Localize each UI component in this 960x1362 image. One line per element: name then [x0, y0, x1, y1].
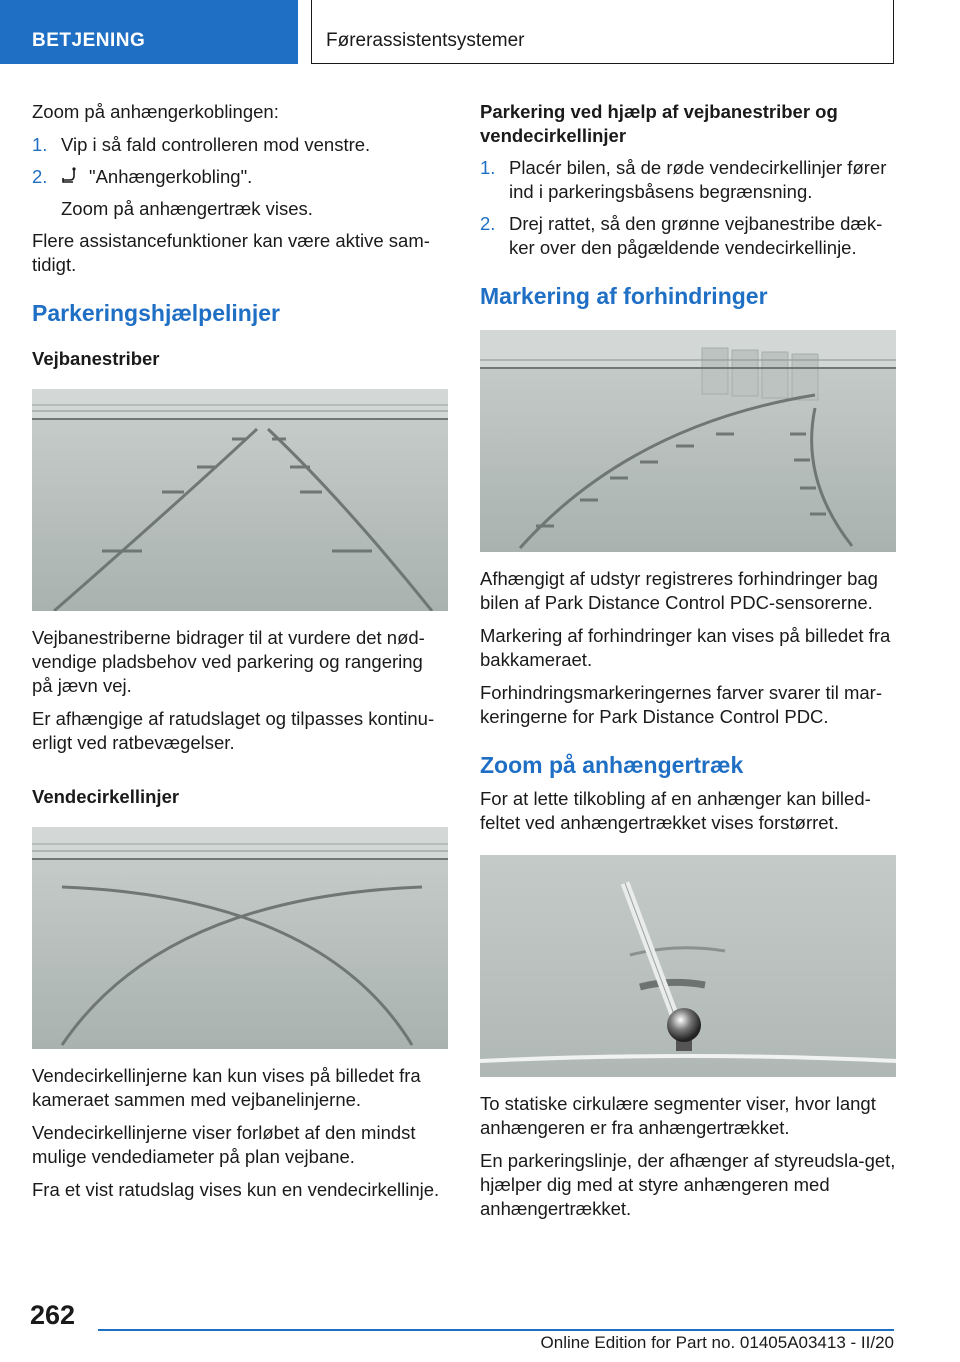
multi-note: Flere assistancefunktioner kan være aktive sam-tidigt. [32, 230, 430, 275]
turning-text-3: Fra et vist ratudslag vises kun en vendecirkellinje. [32, 1179, 440, 1200]
list-text: Drej rattet, så den grønne vejbanestribe dæk-ker over den pågældende vendecirkellinje. [509, 213, 883, 258]
zoom-text-2: To statiske cirkulære segmenter viser, hvor langt anhængeren er fra anhængertrækket. [480, 1093, 876, 1138]
list-item [480, 156, 896, 204]
obstacle-marking-figure [480, 330, 896, 552]
left-column [32, 100, 448, 1211]
page-number: 262 [30, 1300, 76, 1330]
heading-turning: Vendecirkellinjer [32, 786, 180, 807]
list-number: 1. [32, 134, 48, 155]
heading-zoom: Zoom på anhængertræk [480, 752, 744, 778]
zoom-intro: Zoom på anhængerkoblingen: [32, 101, 279, 122]
trailer-hitch-icon [61, 167, 81, 185]
turning-circle-figure [32, 827, 448, 1049]
obstacles-text-2: Markering af forhindringer kan vises på billedet fra bakkameraet. [480, 625, 891, 670]
section-title: BETJENING [32, 30, 146, 51]
chapter-box [311, 0, 894, 64]
list-text: "Anhængerkobling". [89, 166, 253, 187]
section-tab [0, 0, 298, 64]
list-text: Vip i så fald controlleren mod venstre. [61, 134, 371, 155]
list-number: 2. [480, 213, 496, 234]
obstacles-text-1: Afhængigt af udstyr registreres forhindringer bag bilen af Park Distance Control PDC-sensorerne. [480, 568, 878, 613]
lane-lines-figure [32, 389, 448, 611]
list-item [32, 133, 448, 157]
zoom-text-3: En parkeringslinje, der afhænger af styreudsla-get, hjælper dig med at styre anhængeren med anhængertrækket. [480, 1150, 896, 1219]
heading-obstacles: Markering af forhindringer [480, 283, 768, 309]
turning-text-2: Vendecirkellinjerne viser forløbet af den mindst mulige vendediameter på plan vejbane. [32, 1122, 416, 1167]
right-column [480, 100, 896, 1230]
zoom-text-1: For at lette tilkobling af en anhænger kan billed-feltet ved anhængertrækket vises forstørret. [480, 788, 871, 833]
list-item [480, 212, 896, 260]
obstacles-text-3: Forhindringsmarkeringernes farver svarer til mar-keringerne for Park Distance Control PDC. [480, 682, 882, 727]
lanes-text-1: Vejbanestriberne bidrager til at vurdere det nød-vendige pladsbehov ved parkering og rangering på jævn vej. [32, 627, 425, 696]
list-text: Placér bilen, så de røde vendecirkellinjer fører ind i parkeringsbåsens begrænsning. [509, 157, 887, 202]
trailer-hitch-zoom-figure [480, 855, 896, 1077]
lanes-text-2: Er afhængige af ratudslaget og tilpasses kontinu-erligt ved ratbevægelser. [32, 708, 435, 753]
step-result: Zoom på anhængertræk vises. [61, 198, 313, 219]
chapter-title: Førerassistentsystemer [326, 30, 525, 51]
list-number: 1. [480, 157, 496, 178]
heading-guidelines: Parkeringshjælpelinjer [32, 300, 280, 326]
heading-lanes: Vejbanestriber [32, 348, 160, 369]
list-number: 2. [32, 166, 48, 187]
turning-text-1: Vendecirkellinjerne kan kun vises på billedet fra kameraet sammen med vejbanelinjerne. [32, 1065, 421, 1110]
heading-parking: Parkering ved hjælp af vejbanestriber og vendecirkellinjer [480, 101, 838, 146]
footer-divider [98, 1329, 894, 1331]
edition-note: Online Edition for Part no. 01405A03413 - II/20 [540, 1333, 894, 1352]
list-item [32, 165, 448, 189]
